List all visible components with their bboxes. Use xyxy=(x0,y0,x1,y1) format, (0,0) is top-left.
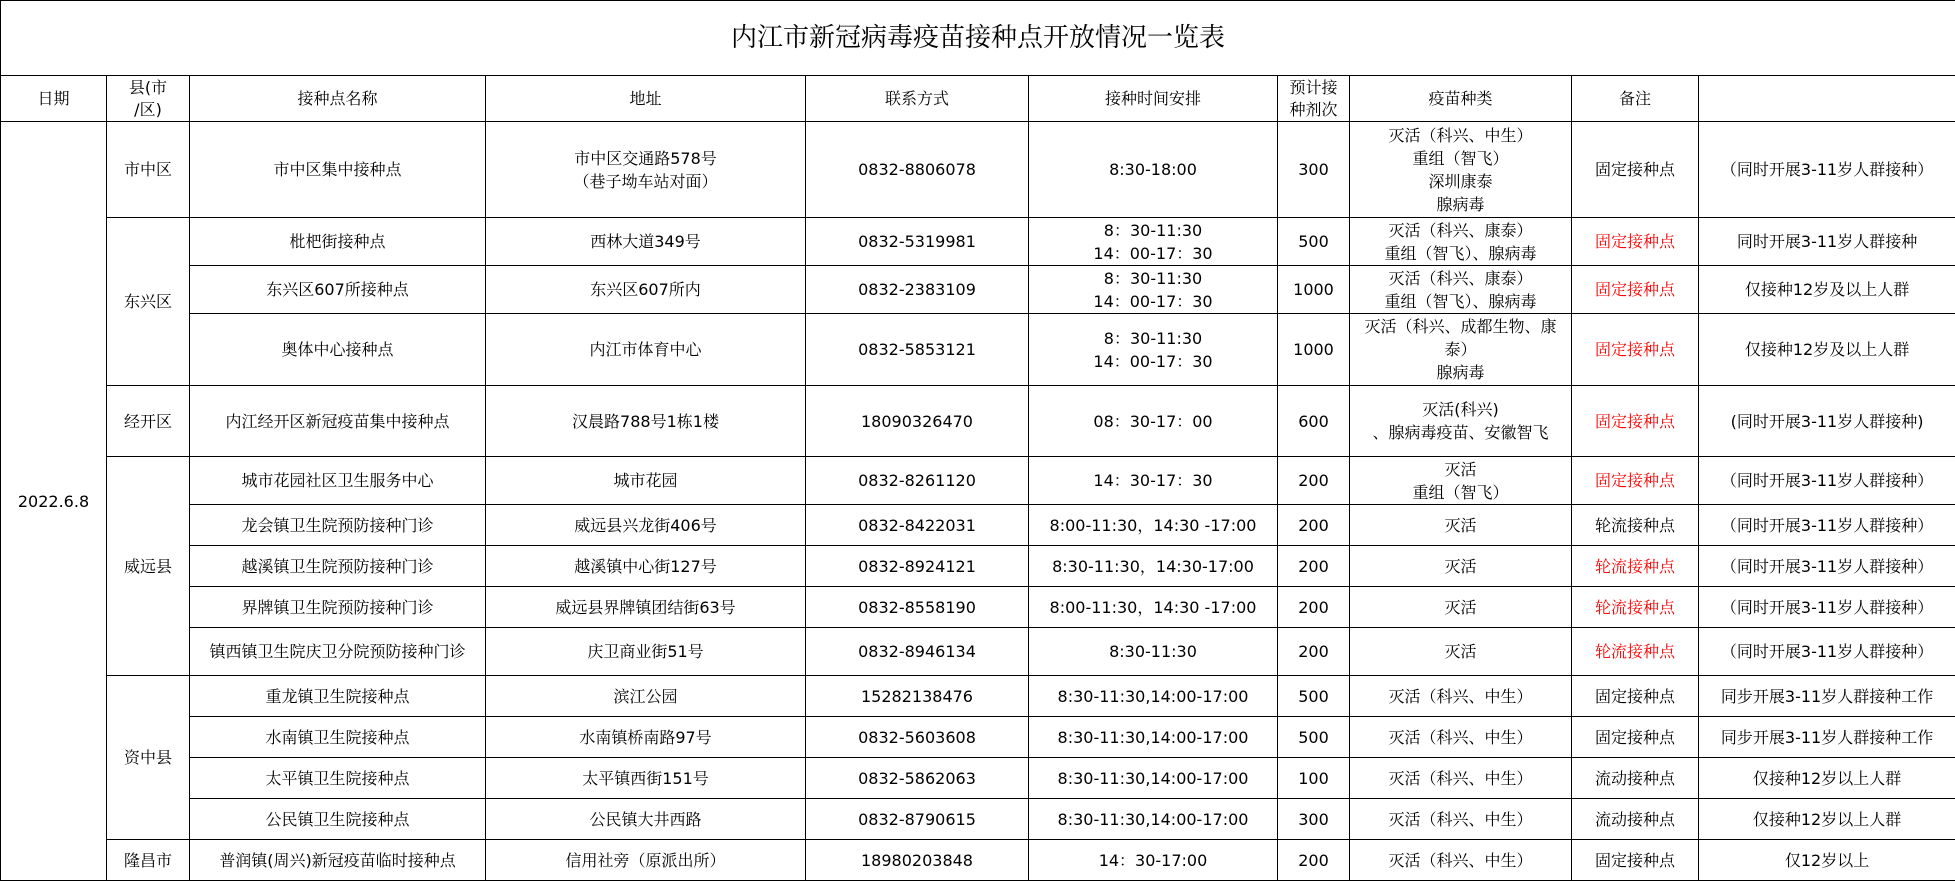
vaccine-cell: 灭活（科兴、中生） xyxy=(1350,758,1572,799)
contact-cell: 18980203848 xyxy=(806,840,1029,881)
address-cell: 滨江公园 xyxy=(486,676,806,717)
remark-cell: 固定接种点 xyxy=(1572,122,1699,218)
extra-cell: 同步开展3-11岁人群接种工作 xyxy=(1699,676,1955,717)
doses-cell: 300 xyxy=(1278,122,1350,218)
remark-cell: 固定接种点 xyxy=(1572,840,1699,881)
doses-cell: 500 xyxy=(1278,717,1350,758)
address-cell: 公民镇大井西路 xyxy=(486,799,806,840)
table-row xyxy=(1,587,1955,628)
contact-cell: 0832-8806078 xyxy=(806,122,1029,218)
table-row xyxy=(1,799,1955,840)
vaccine-cell: 灭活 xyxy=(1350,546,1572,587)
remark-cell: 流动接种点 xyxy=(1572,799,1699,840)
doses-cell: 200 xyxy=(1278,628,1350,676)
remark-cell: 固定接种点 xyxy=(1572,314,1699,386)
time-cell: 08：30-17：00 xyxy=(1029,386,1278,457)
table-row xyxy=(1,717,1955,758)
extra-cell: 仅接种12岁及以上人群 xyxy=(1699,266,1955,314)
table-row xyxy=(1,218,1955,266)
header-contact: 联系方式 xyxy=(806,76,1029,122)
site-cell: 界牌镇卫生院预防接种门诊 xyxy=(190,587,486,628)
vaccine-cell: 灭活 xyxy=(1350,587,1572,628)
doses-cell: 300 xyxy=(1278,799,1350,840)
time-cell: 8:30-11:30，14:30-17:00 xyxy=(1029,546,1278,587)
contact-cell: 0832-8946134 xyxy=(806,628,1029,676)
address-cell: 城市花园 xyxy=(486,457,806,505)
time-cell: 8:00-11:30，14:30 -17:00 xyxy=(1029,587,1278,628)
site-cell: 龙会镇卫生院预防接种门诊 xyxy=(190,505,486,546)
remark-cell: 流动接种点 xyxy=(1572,758,1699,799)
remark-cell: 固定接种点 xyxy=(1572,218,1699,266)
doses-cell: 200 xyxy=(1278,457,1350,505)
site-cell: 普润镇(周兴)新冠疫苗临时接种点 xyxy=(190,840,486,881)
vaccine-cell: 灭活（科兴、成都生物、康 泰） 腺病毒 xyxy=(1350,314,1572,386)
extra-cell: （同时开展3-11岁人群接种） xyxy=(1699,505,1955,546)
vaccine-cell: 灭活 xyxy=(1350,505,1572,546)
extra-cell: （同时开展3-11岁人群接种） xyxy=(1699,587,1955,628)
contact-cell: 0832-5853121 xyxy=(806,314,1029,386)
extra-cell: （同时开展3-11岁人群接种） xyxy=(1699,457,1955,505)
table-row xyxy=(1,505,1955,546)
contact-cell: 15282138476 xyxy=(806,676,1029,717)
address-cell: 庆卫商业街51号 xyxy=(486,628,806,676)
remark-cell: 轮流接种点 xyxy=(1572,505,1699,546)
time-cell: 8:30-11:30,14:00-17:00 xyxy=(1029,758,1278,799)
doses-cell: 600 xyxy=(1278,386,1350,457)
extra-cell: 仅12岁以上 xyxy=(1699,840,1955,881)
county-cell: 威远县 xyxy=(107,457,190,676)
header-site: 接种点名称 xyxy=(190,76,486,122)
date-cell: 2022.6.8 xyxy=(1,122,107,881)
site-cell: 奥体中心接种点 xyxy=(190,314,486,386)
vaccine-cell: 灭活 xyxy=(1350,628,1572,676)
header-county: 县(市 /区) xyxy=(107,76,190,122)
vaccine-cell: 灭活(科兴) 、腺病毒疫苗、安徽智飞 xyxy=(1350,386,1572,457)
vaccine-cell: 灭活（科兴、中生） xyxy=(1350,676,1572,717)
time-cell: 8:00-11:30，14:30 -17:00 xyxy=(1029,505,1278,546)
site-cell: 重龙镇卫生院接种点 xyxy=(190,676,486,717)
doses-cell: 200 xyxy=(1278,840,1350,881)
header-time: 接种时间安排 xyxy=(1029,76,1278,122)
contact-cell: 0832-8261120 xyxy=(806,457,1029,505)
site-cell: 镇西镇卫生院庆卫分院预防接种门诊 xyxy=(190,628,486,676)
address-cell: 信用社旁（原派出所） xyxy=(486,840,806,881)
time-cell: 8：30-11:30 14：00-17：30 xyxy=(1029,314,1278,386)
time-cell: 8:30-11:30,14:00-17:00 xyxy=(1029,717,1278,758)
site-cell: 内江经开区新冠疫苗集中接种点 xyxy=(190,386,486,457)
table-row xyxy=(1,266,1955,314)
remark-cell: 轮流接种点 xyxy=(1572,628,1699,676)
time-cell: 8:30-18:00 xyxy=(1029,122,1278,218)
county-cell: 资中县 xyxy=(107,676,190,840)
table-row xyxy=(1,676,1955,717)
doses-cell: 200 xyxy=(1278,505,1350,546)
extra-cell: （同时开展3-11岁人群接种） xyxy=(1699,628,1955,676)
table-row xyxy=(1,314,1955,386)
table-row xyxy=(1,546,1955,587)
remark-cell: 固定接种点 xyxy=(1572,676,1699,717)
remark-cell: 轮流接种点 xyxy=(1572,587,1699,628)
vaccine-cell: 灭活（科兴、中生） xyxy=(1350,717,1572,758)
address-cell: 威远县界牌镇团结街63号 xyxy=(486,587,806,628)
vaccine-cell: 灭活 重组（智飞） xyxy=(1350,457,1572,505)
site-cell: 市中区集中接种点 xyxy=(190,122,486,218)
contact-cell: 0832-8422031 xyxy=(806,505,1029,546)
address-cell: 越溪镇中心街127号 xyxy=(486,546,806,587)
header-doses: 预计接 种剂次 xyxy=(1278,76,1350,122)
table-row xyxy=(1,758,1955,799)
time-cell: 14：30-17：30 xyxy=(1029,457,1278,505)
remark-cell: 固定接种点 xyxy=(1572,386,1699,457)
time-cell: 8：30-11:30 14：00-17：30 xyxy=(1029,266,1278,314)
contact-cell: 18090326470 xyxy=(806,386,1029,457)
extra-cell: 仅接种12岁及以上人群 xyxy=(1699,314,1955,386)
extra-cell: (同时开展3-11岁人群接种) xyxy=(1699,386,1955,457)
county-cell: 隆昌市 xyxy=(107,840,190,881)
contact-cell: 0832-2383109 xyxy=(806,266,1029,314)
address-cell: 市中区交通路578号 （巷子坳车站对面） xyxy=(486,122,806,218)
address-cell: 西林大道349号 xyxy=(486,218,806,266)
remark-cell: 轮流接种点 xyxy=(1572,546,1699,587)
extra-cell: （同时开展3-11岁人群接种） xyxy=(1699,546,1955,587)
doses-cell: 1000 xyxy=(1278,314,1350,386)
contact-cell: 0832-5319981 xyxy=(806,218,1029,266)
extra-cell: 仅接种12岁以上人群 xyxy=(1699,758,1955,799)
table-row xyxy=(1,122,1955,218)
doses-cell: 100 xyxy=(1278,758,1350,799)
address-cell: 内江市体育中心 xyxy=(486,314,806,386)
table-row xyxy=(1,628,1955,676)
table-row xyxy=(1,840,1955,881)
address-cell: 太平镇西街151号 xyxy=(486,758,806,799)
doses-cell: 1000 xyxy=(1278,266,1350,314)
header-row xyxy=(1,76,1955,122)
site-cell: 太平镇卫生院接种点 xyxy=(190,758,486,799)
vaccine-cell: 灭活（科兴、中生） 重组（智飞） 深圳康泰 腺病毒 xyxy=(1350,122,1572,218)
time-cell: 14：30-17:00 xyxy=(1029,840,1278,881)
contact-cell: 0832-5862063 xyxy=(806,758,1029,799)
extra-cell: 同时开展3-11岁人群接种 xyxy=(1699,218,1955,266)
site-cell: 公民镇卫生院接种点 xyxy=(190,799,486,840)
extra-cell: 仅接种12岁以上人群 xyxy=(1699,799,1955,840)
county-cell: 东兴区 xyxy=(107,218,190,386)
header-date: 日期 xyxy=(1,76,107,122)
address-cell: 东兴区607所内 xyxy=(486,266,806,314)
doses-cell: 500 xyxy=(1278,676,1350,717)
remark-cell: 固定接种点 xyxy=(1572,266,1699,314)
time-cell: 8：30-11:30 14：00-17：30 xyxy=(1029,218,1278,266)
address-cell: 汉晨路788号1栋1楼 xyxy=(486,386,806,457)
vaccine-cell: 灭活（科兴、中生） xyxy=(1350,840,1572,881)
contact-cell: 0832-8558190 xyxy=(806,587,1029,628)
site-cell: 东兴区607所接种点 xyxy=(190,266,486,314)
header-remark: 备注 xyxy=(1572,76,1699,122)
contact-cell: 0832-8790615 xyxy=(806,799,1029,840)
header-vaccine: 疫苗种类 xyxy=(1350,76,1572,122)
address-cell: 水南镇桥南路97号 xyxy=(486,717,806,758)
vaccine-cell: 灭活（科兴、康泰） 重组（智飞）、腺病毒 xyxy=(1350,266,1572,314)
table-title: 内江市新冠病毒疫苗接种点开放情况一览表 xyxy=(1,1,1955,76)
time-cell: 8:30-11:30,14:00-17:00 xyxy=(1029,799,1278,840)
time-cell: 8:30-11:30 xyxy=(1029,628,1278,676)
site-cell: 城市花园社区卫生服务中心 xyxy=(190,457,486,505)
doses-cell: 500 xyxy=(1278,218,1350,266)
extra-cell: （同时开展3-11岁人群接种） xyxy=(1699,122,1955,218)
vaccine-cell: 灭活（科兴、中生） xyxy=(1350,799,1572,840)
header-extra xyxy=(1699,76,1955,122)
site-cell: 枇杷街接种点 xyxy=(190,218,486,266)
doses-cell: 200 xyxy=(1278,587,1350,628)
county-cell: 经开区 xyxy=(107,386,190,457)
contact-cell: 0832-5603608 xyxy=(806,717,1029,758)
time-cell: 8:30-11:30,14:00-17:00 xyxy=(1029,676,1278,717)
site-cell: 越溪镇卫生院预防接种门诊 xyxy=(190,546,486,587)
header-address: 地址 xyxy=(486,76,806,122)
county-cell: 市中区 xyxy=(107,122,190,218)
extra-cell: 同步开展3-11岁人群接种工作 xyxy=(1699,717,1955,758)
table-row xyxy=(1,457,1955,505)
address-cell: 威远县兴龙街406号 xyxy=(486,505,806,546)
remark-cell: 固定接种点 xyxy=(1572,717,1699,758)
site-cell: 水南镇卫生院接种点 xyxy=(190,717,486,758)
table-row xyxy=(1,386,1955,457)
contact-cell: 0832-8924121 xyxy=(806,546,1029,587)
vaccine-cell: 灭活（科兴、康泰） 重组（智飞）、腺病毒 xyxy=(1350,218,1572,266)
doses-cell: 200 xyxy=(1278,546,1350,587)
remark-cell: 固定接种点 xyxy=(1572,457,1699,505)
